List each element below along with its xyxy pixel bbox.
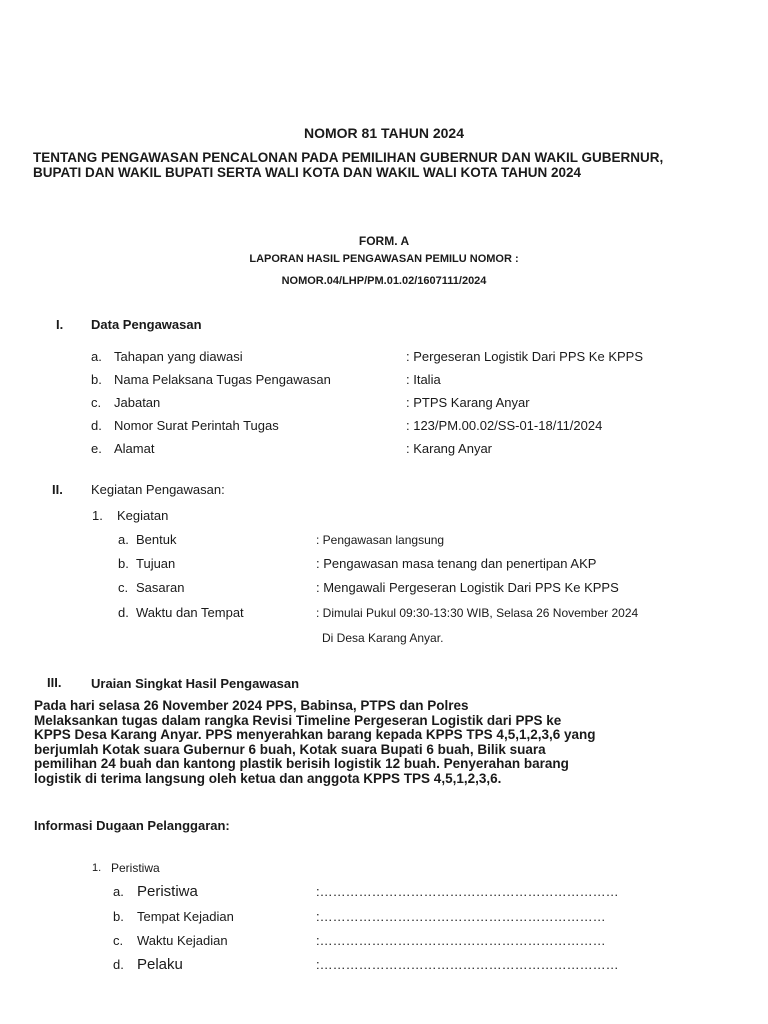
section-3-title: Uraian Singkat Hasil Pengawasan: [91, 676, 300, 691]
subsection-number: 1.: [92, 508, 103, 523]
row-value: : Karang Anyar: [406, 441, 492, 456]
row-label: Waktu Kejadian: [137, 933, 228, 948]
row-value-blank: :……………………………………………………………: [316, 884, 619, 899]
form-code: FORM. A: [358, 234, 410, 248]
summary-line: Melaksankan tugas dalam rangka Revisi Timeline Pergeseran Logistik dari PPS ke: [34, 712, 562, 728]
summary-line: Pada hari selasa 26 November 2024 PPS, Babinsa, PTPS dan Polres: [34, 698, 469, 713]
row-value: : Pergeseran Logistik Dari PPS Ke KPPS: [406, 349, 644, 364]
section-1-title: Data Pengawasan: [91, 317, 202, 332]
violation-info-title: Informasi Dugaan Pelanggaran:: [34, 818, 230, 833]
row-label: Nomor Surat Perintah Tugas: [114, 418, 279, 433]
row-value: : Pengawasan langsung: [316, 533, 445, 547]
row-letter: a.: [91, 349, 102, 364]
location-continuation: Di Desa Karang Anyar.: [322, 631, 444, 645]
row-letter: c.: [113, 933, 124, 948]
row-letter: b.: [113, 909, 124, 924]
row-label: Jabatan: [114, 395, 161, 410]
row-letter: a.: [113, 884, 124, 899]
row-value-blank: :…………………………………………………………: [316, 909, 606, 924]
document-number: NOMOR 81 TAHUN 2024: [303, 125, 464, 141]
row-letter: c.: [118, 580, 129, 595]
row-letter: b.: [118, 556, 129, 571]
row-label: Tujuan: [136, 556, 176, 571]
row-label: Waktu dan Tempat: [136, 605, 244, 620]
section-2-title: Kegiatan Pengawasan:: [91, 482, 225, 497]
row-label: Bentuk: [136, 532, 177, 547]
row-letter: e.: [91, 441, 102, 456]
form-title: LAPORAN HASIL PENGAWASAN PEMILU NOMOR :: [249, 253, 519, 265]
subject-line-2: BUPATI DAN WAKIL BUPATI SERTA WALI KOTA DAN WAKIL WALI KOTA TAHUN 2024: [33, 165, 581, 180]
row-value: : Italia: [406, 372, 441, 387]
subsection-title: Kegiatan: [117, 508, 169, 523]
summary-line: KPPS Desa Karang Anyar. PPS menyerahkan barang kepada KPPS TPS 4,5,1,2,3,6 yang: [34, 727, 596, 742]
row-label: Nama Pelaksana Tugas Pengawasan: [114, 372, 331, 387]
row-value: : Mengawali Pergeseran Logistik Dari PPS Ke KPPS: [316, 580, 619, 595]
row-label: Peristiwa: [137, 883, 198, 900]
row-letter: d.: [113, 957, 124, 972]
event-subsection-title: Peristiwa: [111, 861, 160, 875]
row-label: Sasaran: [136, 580, 185, 595]
row-value-blank: :…………………………………………………………: [316, 933, 606, 948]
summary-line: pemilihan 24 buah dan kantong plastik berisih logistik 12 buah. Penyerahan barang: [34, 756, 569, 771]
row-letter: b.: [91, 372, 102, 387]
summary-paragraph: [34, 699, 674, 786]
event-subsection-number: 1.: [92, 862, 102, 874]
form-number: NOMOR.04/LHP/PM.01.02/1607111/2024: [281, 275, 487, 287]
row-value: : Dimulai Pukul 09:30-13:30 WIB, Selasa 26 November 2024: [316, 606, 639, 620]
row-label: Alamat: [114, 441, 155, 456]
summary-line: berjumlah Kotak suara Gubernur 6 buah, Kotak suara Bupati 6 buah, Bilik suara: [34, 741, 546, 757]
row-label: Tahapan yang diawasi: [114, 349, 243, 364]
section-3-number: III.: [47, 675, 62, 690]
row-letter: c.: [91, 395, 102, 410]
row-letter: a.: [118, 532, 129, 547]
row-value: : 123/PM.00.02/SS-01-18/11/2024: [406, 418, 603, 433]
subject-line-1: TENTANG PENGAWASAN PENCALONAN PADA PEMILIHAN GUBERNUR DAN WAKIL GUBERNUR,: [33, 150, 664, 165]
row-label: Tempat Kejadian: [137, 909, 234, 924]
summary-line: logistik di terima langsung oleh ketua dan anggota KPPS TPS 4,5,1,2,3,6.: [34, 770, 502, 786]
row-value-blank: :……………………………………………………………: [316, 957, 619, 972]
row-letter: d.: [118, 605, 129, 620]
row-value: : PTPS Karang Anyar: [406, 395, 530, 410]
section-2-number: II.: [52, 482, 63, 497]
section-1-number: I.: [56, 317, 64, 332]
row-letter: d.: [91, 418, 102, 433]
row-label: Pelaku: [137, 956, 183, 973]
row-value: : Pengawasan masa tenang dan penertipan AKP: [316, 556, 597, 571]
